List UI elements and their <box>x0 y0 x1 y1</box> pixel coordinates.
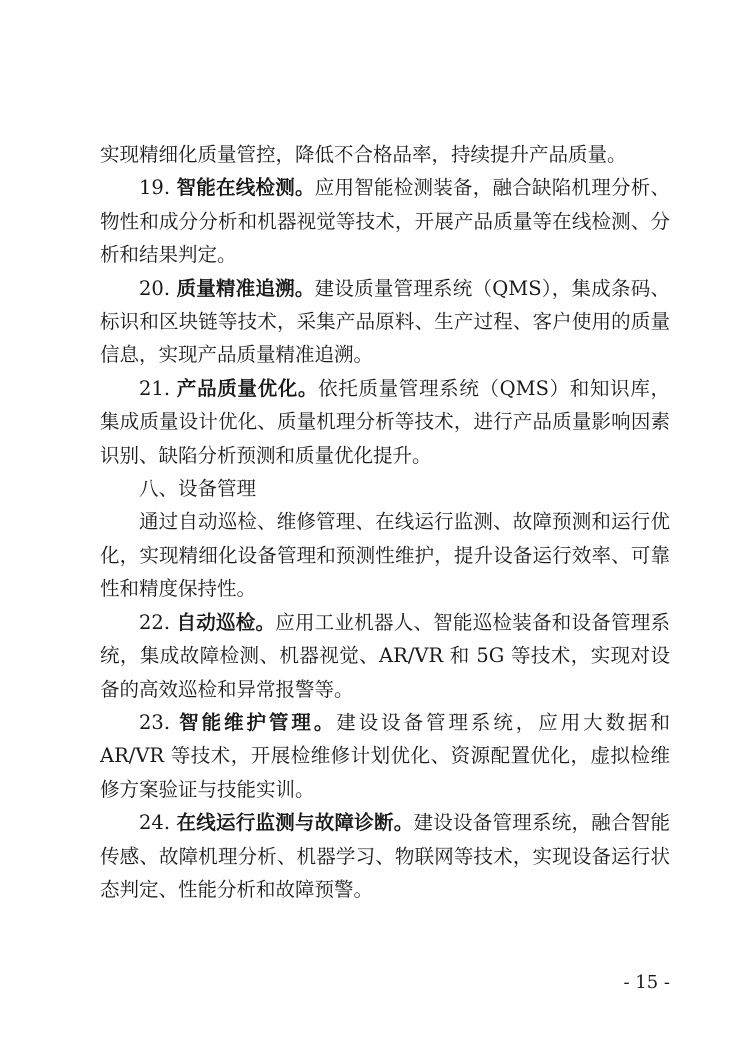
item-number: 22. <box>139 610 177 634</box>
item-body: 建设质量管理系统（QMS），集成条码、标识和区块链等技术，采集产品原料、生产过程、客户使用的质量信息，实现产品质量精准追溯。 <box>100 276 670 367</box>
page-number: - 15 - <box>623 972 670 993</box>
item-body: 建设设备管理系统，应用大数据和 AR/VR 等技术，开展检维修计划优化、资源配置优化，虚拟检维修方案验证与技能实训。 <box>100 710 670 801</box>
item-number: 23. <box>139 710 180 734</box>
section-intro: 通过自动巡检、维修管理、在线运行监测、故障预测和运行优化，实现精细化设备管理和预测性维护，提升设备运行效率、可靠性和精度保持性。 <box>100 510 670 601</box>
section-heading: 八、设备管理 <box>139 477 257 501</box>
item-number: 19. <box>139 176 177 200</box>
item-number: 21. <box>139 376 177 400</box>
item-body: 依托质量管理系统（QMS）和知识库，集成质量设计优化、质量机理分析等技术，进行产品质量影响因素识别、缺陷分析预测和质量优化提升。 <box>100 376 670 467</box>
item-title: 产品质量优化。 <box>176 376 319 400</box>
item-22 <box>100 606 670 706</box>
item-20 <box>100 272 670 372</box>
item-23 <box>100 706 670 806</box>
item-24 <box>100 806 670 906</box>
item-title: 智能在线检测。 <box>176 176 315 200</box>
item-21 <box>100 372 670 472</box>
item-number: 24. <box>139 811 177 835</box>
item-title: 在线运行监测与故障诊断。 <box>176 811 414 835</box>
item-19 <box>100 171 670 271</box>
document-body <box>100 138 670 906</box>
item-body: 建设设备管理系统，融合智能传感、故障机理分析、机器学习、物联网等技术，实现设备运行状态判定、性能分析和故障预警。 <box>100 811 670 901</box>
item-title: 智能维护管理。 <box>179 710 337 734</box>
item-number: 20. <box>139 276 177 300</box>
item-body: 应用智能检测装备，融合缺陷机理分析、物性和成分分析和机器视觉等技术，开展产品质量等在线检测、分析和结果判定。 <box>100 176 670 267</box>
item-title: 自动巡检。 <box>176 610 276 634</box>
item-title: 质量精准追溯。 <box>176 276 315 300</box>
item-body: 应用工业机器人、智能巡检装备和设备管理系统，集成故障检测、机器视觉、AR/VR 和 5G 等技术，实现对设备的高效巡检和异常报警等。 <box>100 610 670 701</box>
continuation-paragraph: 实现精细化质量管控，降低不合格品率，持续提升产品质量。 <box>100 143 627 166</box>
